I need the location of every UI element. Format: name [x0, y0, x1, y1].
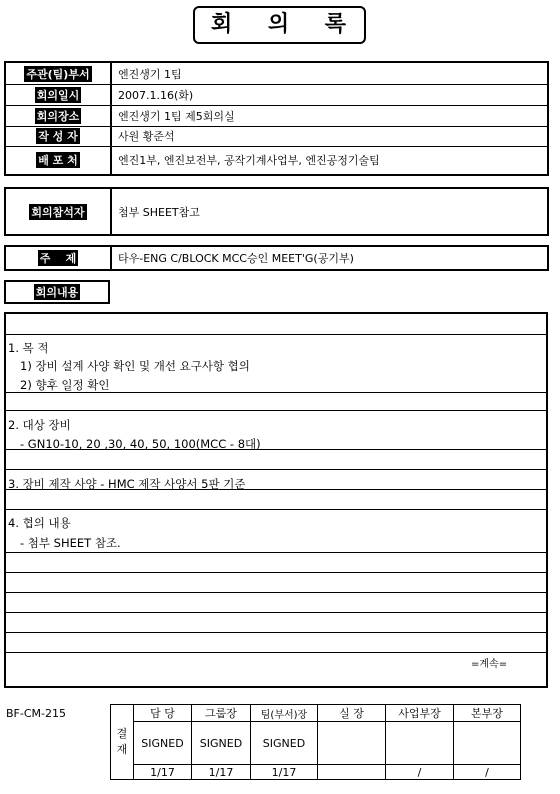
content-line-6: 3. 장비 제작 사양 - HMC 제작 사양서 5판 기준 [8, 477, 246, 491]
signature-staff: SIGNED [134, 722, 192, 765]
dept-row [6, 63, 547, 85]
subject-label: 주 제 [6, 247, 112, 269]
attendees-label: 회의참석자 [6, 189, 112, 234]
approval-signature-row [111, 722, 521, 765]
document-title: 회 의 록 [193, 6, 366, 44]
approval-header-staff: 담 당 [134, 705, 192, 722]
signature-team-leader: SIGNED [251, 722, 318, 765]
date-staff: 1/17 [134, 765, 192, 780]
info-panel [4, 61, 549, 176]
signature-group-leader: SIGNED [192, 722, 251, 765]
approval-side-label: 결 재 [111, 705, 134, 780]
attendees-panel [4, 187, 549, 236]
dept-label: 주관(팀)부서 [6, 63, 112, 84]
distribution-label: 배 포 처 [6, 146, 112, 174]
place-label: 회의장소 [6, 105, 112, 126]
approval-header-division-head: 사업부장 [386, 705, 454, 722]
content-area [4, 312, 548, 688]
date-division-head: / [386, 765, 454, 780]
approval-date-row [111, 765, 521, 780]
content-label-box [4, 280, 110, 304]
date-label: 회의일시 [6, 84, 112, 105]
dept-value: 엔진생기 1팀 [118, 67, 182, 81]
subject-value: 타우-ENG C/BLOCK MCC승인 MEET'G(공기부) [118, 252, 354, 265]
date-office-head [318, 765, 386, 780]
form-code: BF-CM-215 [6, 707, 66, 720]
attendees-value: 첨부 SHEET참고 [118, 205, 200, 219]
approval-header-office-head: 실 장 [318, 705, 386, 722]
distribution-row [6, 146, 547, 174]
content-line-2: 1) 장비 설계 사양 확인 및 개선 요구사항 협의 [20, 359, 250, 373]
approval-header-hq-head: 본부장 [454, 705, 521, 722]
date-row [6, 84, 547, 106]
approval-header-team-leader: 팀(부서)장 [251, 705, 318, 722]
continued-mark: =계속= [471, 659, 508, 670]
content-label: 회의내용 [35, 286, 79, 299]
approval-header-row [111, 705, 521, 722]
content-line-3: 2) 향후 일정 확인 [20, 378, 110, 392]
date-group-leader: 1/17 [192, 765, 251, 780]
subject-panel [4, 245, 549, 271]
content-line-5: - GN10-10, 20 ,30, 40, 50, 100(MCC - 8대) [20, 437, 261, 451]
signature-division-head [386, 722, 454, 765]
content-line-4: 2. 대상 장비 [8, 418, 71, 432]
content-line-1: 1. 목 적 [8, 341, 49, 355]
author-label: 작 성 자 [6, 126, 112, 146]
signature-office-head [318, 722, 386, 765]
date-value: 2007.1.16(화) [118, 88, 194, 102]
place-value: 엔진생기 1팀 제5회의실 [118, 109, 235, 123]
date-hq-head: / [454, 765, 521, 780]
author-row [6, 126, 547, 147]
content-line-8: - 첨부 SHEET 참조. [20, 536, 121, 550]
approval-header-group-leader: 그룹장 [192, 705, 251, 722]
distribution-value: 엔진1부, 엔진보전부, 공작기계사업부, 엔진공정기술팀 [118, 154, 380, 167]
signature-hq-head [454, 722, 521, 765]
place-row [6, 105, 547, 127]
content-line-7: 4. 협의 내용 [8, 516, 71, 530]
author-value: 사원 황준석 [118, 130, 175, 143]
approval-table [110, 704, 521, 780]
date-team-leader: 1/17 [251, 765, 318, 780]
